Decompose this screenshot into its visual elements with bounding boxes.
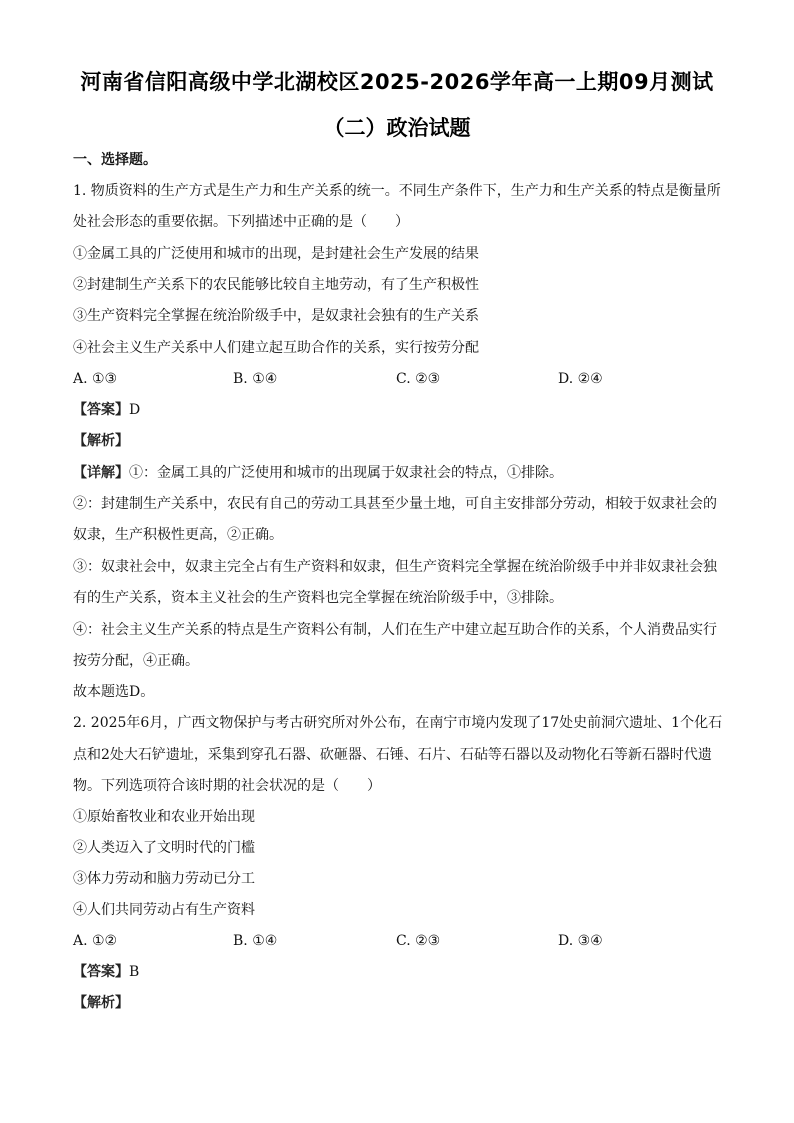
detail-tag: 【详解】 (73, 465, 129, 481)
answer-value: B (129, 964, 140, 980)
q2-choice-item: ②人类迈入了文明时代的门槛 (73, 840, 255, 856)
q1-detail-line: ②：封建制生产关系中，农民有自己的劳动工具甚至少量土地，可自主安排部分劳动，相较于奴隶社会的 (73, 496, 717, 512)
q2-stem-line: 物。下列选项符合该时期的社会状况的是（ ） (73, 778, 381, 794)
q1-analysis-tag: 【解析】 (73, 433, 129, 449)
q1-choice-item: ④社会主义生产关系中人们建立起互助合作的关系，实行按劳分配 (73, 340, 479, 356)
q2-option-c: C. ②③ (396, 933, 441, 949)
q1-option-b: B. ①④ (233, 371, 278, 387)
exam-title: 河南省信阳高级中学北湖校区2025-2026学年高一上期09月测试 (80, 70, 714, 94)
q1-stem-line: 处社会形态的重要依据。下列描述中正确的是（ ） (73, 214, 409, 230)
q1-option-a: A. ①③ (73, 371, 118, 387)
q1-detail-line: ③：奴隶社会中，奴隶主完全占有生产资料和奴隶，但生产资料完全掌握在统治阶级手中并非奴隶社会独 (73, 559, 717, 575)
answer-tag: 【答案】 (73, 402, 129, 418)
q2-answer (73, 962, 733, 982)
answer-tag: 【答案】 (73, 964, 129, 980)
answer-value: D (129, 402, 141, 418)
q2-choice-item: ①原始畜牧业和农业开始出现 (73, 809, 255, 825)
q1-choice-item: ②封建制生产关系下的农民能够比较自主地劳动，有了生产积极性 (73, 277, 479, 293)
q1-option-c: C. ②③ (396, 371, 441, 387)
q1-choice-item: ③生产资料完全掌握在统治阶级手中，是奴隶社会独有的生产关系 (73, 308, 479, 324)
q2-stem-line: 2. 2025年6月，广西文物保护与考古研究所对外公布，在南宁市境内发现了17处史前洞穴遗址、1个化石 (73, 715, 723, 731)
q2-choice-item: ③体力劳动和脑力劳动已分工 (73, 871, 255, 887)
detail-text: ①：金属工具的广泛使用和城市的出现属于奴隶社会的特点，①排除。 (129, 465, 563, 481)
q1-option-d: D. ②④ (558, 371, 603, 387)
q2-option-a: A. ①② (73, 933, 118, 949)
q2-option-d: D. ③④ (558, 933, 603, 949)
exam-subtitle: （二）政治试题 (323, 116, 471, 140)
q2-analysis-tag: 【解析】 (73, 995, 129, 1011)
q1-detail-line: 奴隶，生产积极性更高，②正确。 (73, 527, 283, 543)
q1-choice-item: ①金属工具的广泛使用和城市的出现，是封建社会生产发展的结果 (73, 246, 479, 262)
q1-detail-line: 按劳分配，④正确。 (73, 653, 199, 669)
q2-option-b: B. ①④ (233, 933, 278, 949)
q1-detail-line: 有的生产关系，资本主义社会的生产资料也完全掌握在统治阶级手中，③排除。 (73, 590, 563, 606)
q2-choice-item: ④人们共同劳动占有生产资料 (73, 902, 255, 918)
q1-answer (73, 400, 733, 420)
section-heading: 一、选择题。 (73, 152, 157, 168)
q1-detail-line (73, 463, 733, 483)
q2-stem-line: 点和2处大石铲遗址，采集到穿孔石器、砍砸器、石锤、石片、石砧等石器以及动物化石等新石器时代遗 (73, 747, 712, 763)
q1-stem-line: 1. 物质资料的生产方式是生产力和生产关系的统一。不同生产条件下，生产力和生产关系的特点是衡量所 (73, 183, 721, 199)
q1-conclusion: 故本题选D。 (73, 684, 155, 700)
q1-detail-line: ④：社会主义生产关系的特点是生产资料公有制，人们在生产中建立起互助合作的关系，个人消费品实行 (73, 622, 717, 638)
